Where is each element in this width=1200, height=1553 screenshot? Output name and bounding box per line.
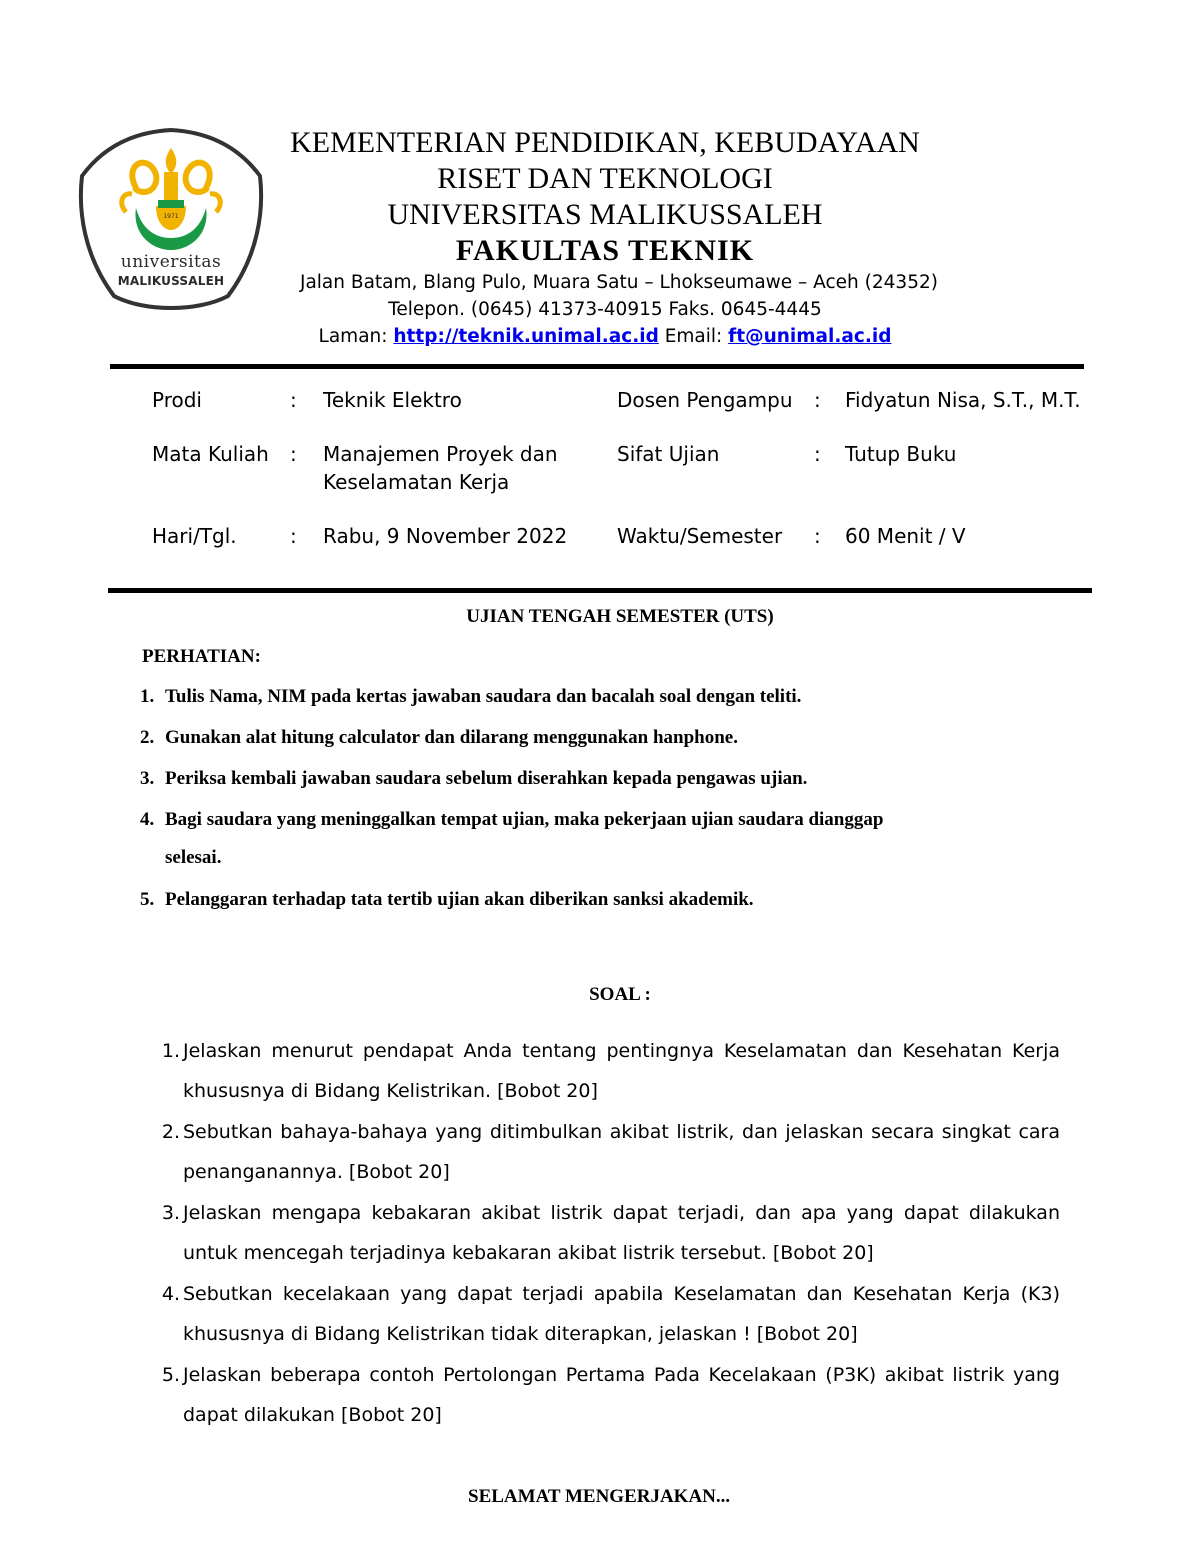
question-item: 4. Sebutkan kecelakaan yang dapat terjadi apabila Keselamatan dan Kesehatan Kerja (K3) khususnya di Bidang Kelistrikan tidak diterapkan, jelaskan ! [Bobot 20] <box>161 1283 1060 1345</box>
hari-value: Rabu, 9 November 2022 <box>323 524 568 548</box>
logo-text-malikussaleh: MALIKUSSALEH <box>117 274 225 288</box>
question-item: 5. Jelaskan beberapa contoh Pertolongan Pertama Pada Kecelakaan (P3K) akibat listrik yang dapat dilakukan [Bobot 20] <box>161 1364 1060 1426</box>
dosen-value: Fidyatun Nisa, S.T., M.T. <box>845 388 1081 412</box>
matkul-value-2: Keselamatan Kerja <box>323 470 510 494</box>
matkul-label: Mata Kuliah <box>152 442 269 466</box>
prodi-colon: : <box>290 388 297 412</box>
dosen-colon: : <box>814 388 821 412</box>
website-link[interactable]: http://teknik.unimal.ac.id <box>393 326 659 347</box>
waktu-value: 60 Menit / V <box>845 524 966 548</box>
exam-title: UJIAN TENGAH SEMESTER (UTS) <box>466 606 774 627</box>
waktu-colon: : <box>814 524 821 548</box>
sifat-label: Sifat Ujian <box>617 442 720 466</box>
waktu-label: Waktu/Semester <box>617 524 783 548</box>
prodi-label: Prodi <box>152 388 202 412</box>
rule-item: 3. Periksa kembali jawaban saudara sebelum diserahkan kepada pengawas ujian. <box>140 768 808 789</box>
header-divider <box>110 364 1084 369</box>
rule-item: 1. Tulis Nama, NIM pada kertas jawaban saudara dan bacalah soal dengan teliti. <box>140 686 802 707</box>
letterhead-ministry: KEMENTERIAN PENDIDIKAN, KEBUDAYAAN <box>290 126 920 159</box>
hari-colon: : <box>290 524 297 548</box>
hari-label: Hari/Tgl. <box>152 524 237 548</box>
email-link[interactable]: ft@unimal.ac.id <box>728 326 892 347</box>
question-item: 3. Jelaskan mengapa kebakaran akibat listrik dapat terjadi, dan apa yang dapat dilakukan untuk mencegah terjadinya kebakaran akibat listrik tersebut. [Bobot 20] <box>161 1202 1060 1264</box>
letterhead-faculty: FAKULTAS TEKNIK <box>455 234 755 267</box>
matkul-value-1: Manajemen Proyek dan <box>323 442 558 466</box>
letterhead-phone: Telepon. (0645) 41373-40915 Faks. 0645-4445 <box>388 299 822 320</box>
matkul-colon: : <box>290 442 297 466</box>
svg-text:1971: 1971 <box>163 213 179 220</box>
university-logo <box>74 126 268 316</box>
soal-heading: SOAL : <box>589 984 651 1005</box>
sifat-colon: : <box>814 442 821 466</box>
rule-item: 4. Bagi saudara yang meninggalkan tempat ujian, maka pekerjaan ujian saudara dianggap selesai. <box>140 809 884 868</box>
closing-text: SELAMAT MENGERJAKAN... <box>468 1486 731 1507</box>
letterhead-address: Jalan Batam, Blang Pulo, Muara Satu – Lhokseumawe – Aceh (24352) <box>300 272 938 293</box>
letterhead-ministry-2: RISET DAN TEKNOLOGI <box>437 162 773 195</box>
web-label: Laman: <box>318 326 388 347</box>
question-item: 2. Sebutkan bahaya-bahaya yang ditimbulkan akibat listrik, dan jelaskan secara singkat cara penanganannya. [Bobot 20] <box>161 1121 1060 1183</box>
letterhead-university: UNIVERSITAS MALIKUSSALEH <box>387 198 823 231</box>
rule-item: 2. Gunakan alat hitung calculator dan dilarang menggunakan hanphone. <box>140 727 738 748</box>
info-divider <box>108 588 1092 593</box>
prodi-value: Teknik Elektro <box>323 388 462 412</box>
letterhead-contact <box>300 326 910 347</box>
question-item: 1. Jelaskan menurut pendapat Anda tentang pentingnya Keselamatan dan Kesehatan Kerja khususnya di Bidang Kelistrikan. [Bobot 20] <box>161 1040 1060 1102</box>
dosen-label: Dosen Pengampu <box>617 388 793 412</box>
perhatian-heading: PERHATIAN: <box>142 646 261 667</box>
email-label: Email: <box>664 326 723 347</box>
logo-text-universitas: universitas <box>120 252 222 272</box>
rule-item: 5. Pelanggaran terhadap tata tertib ujian akan diberikan sanksi akademik. <box>140 889 754 910</box>
sifat-value: Tutup Buku <box>845 442 957 466</box>
